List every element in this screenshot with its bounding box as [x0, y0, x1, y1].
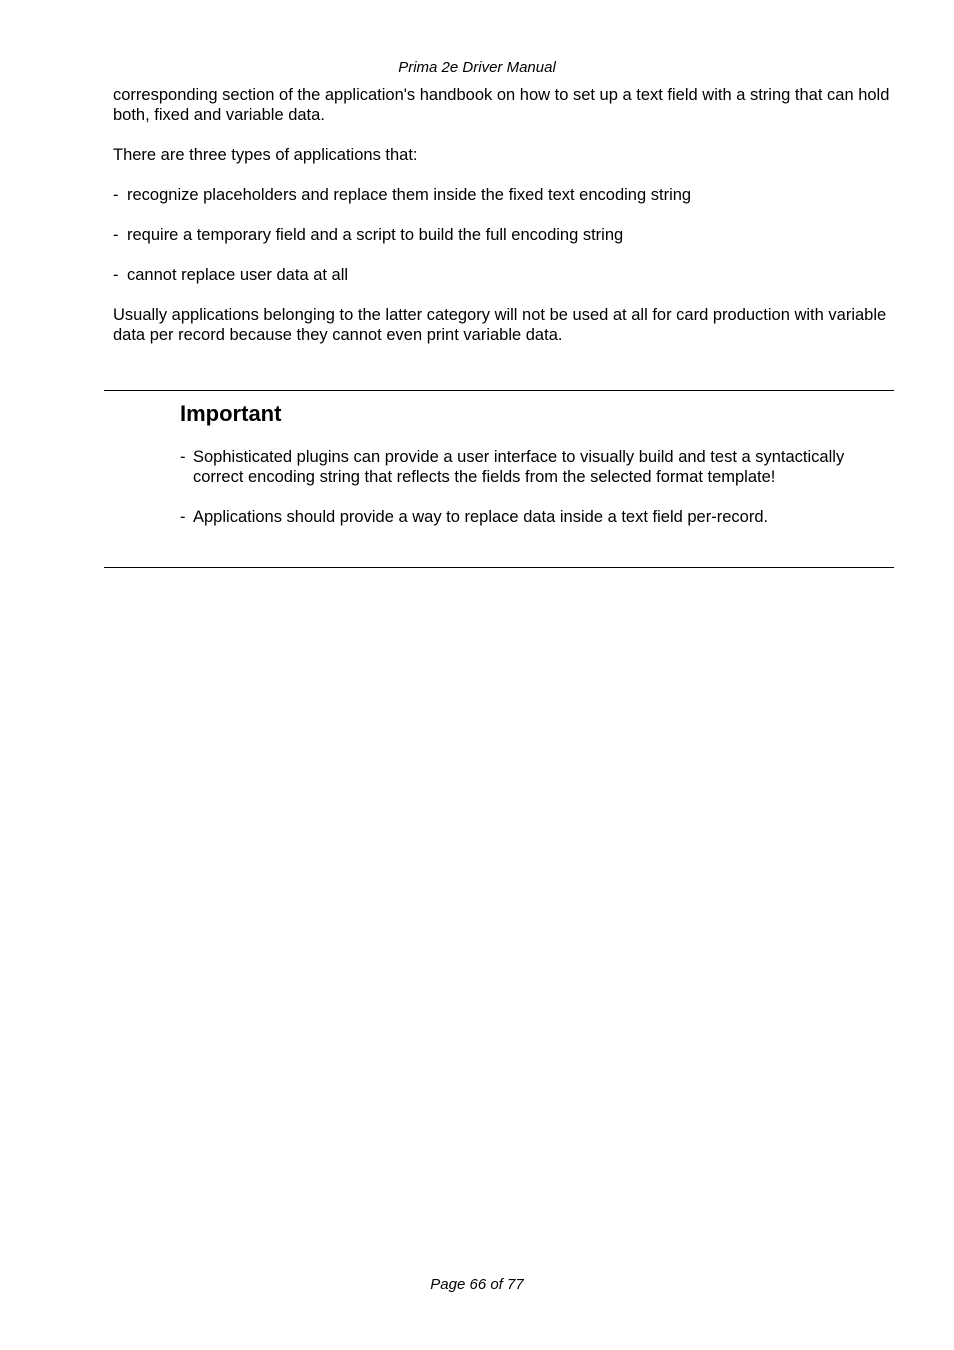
list-item-text: Applications should provide a way to replace data inside a text field per-record.: [193, 508, 769, 526]
page-header: Prima 2e Driver Manual: [398, 59, 556, 76]
list-item: [113, 185, 893, 205]
page-footer: Page 66 of 77: [430, 1276, 524, 1293]
list-item: [113, 265, 893, 285]
list-item: [180, 447, 870, 487]
paragraph-intro: corresponding section of the application's handbook on how to set up a text field with a string that can hold both, fixed and variable data.: [113, 86, 890, 124]
body-content: [113, 85, 893, 365]
important-notice-box: [104, 390, 894, 568]
list-item: [113, 225, 893, 245]
important-title: Important: [180, 401, 282, 426]
list-item: [180, 507, 870, 527]
bullet-dash: -: [113, 186, 119, 204]
bullet-dash: -: [113, 266, 119, 284]
bullet-dash: -: [180, 508, 186, 526]
list-item-text: Sophisticated plugins can provide a user interface to visually build and test a syntactically correct encoding string that reflects the fields from the selected format template!: [193, 448, 845, 486]
important-notice-content: [180, 400, 870, 547]
paragraph-types: There are three types of applications that:: [113, 146, 418, 164]
bullet-dash: -: [113, 226, 119, 244]
paragraph-conclusion: Usually applications belonging to the latter category will not be used at all for card production with variable data per record because they cannot even print variable data.: [113, 306, 887, 344]
list-item-text: cannot replace user data at all: [127, 266, 349, 284]
list-item-text: recognize placeholders and replace them inside the fixed text encoding string: [127, 186, 692, 204]
bullet-dash: -: [180, 448, 186, 466]
list-item-text: require a temporary field and a script to build the full encoding string: [127, 226, 624, 244]
